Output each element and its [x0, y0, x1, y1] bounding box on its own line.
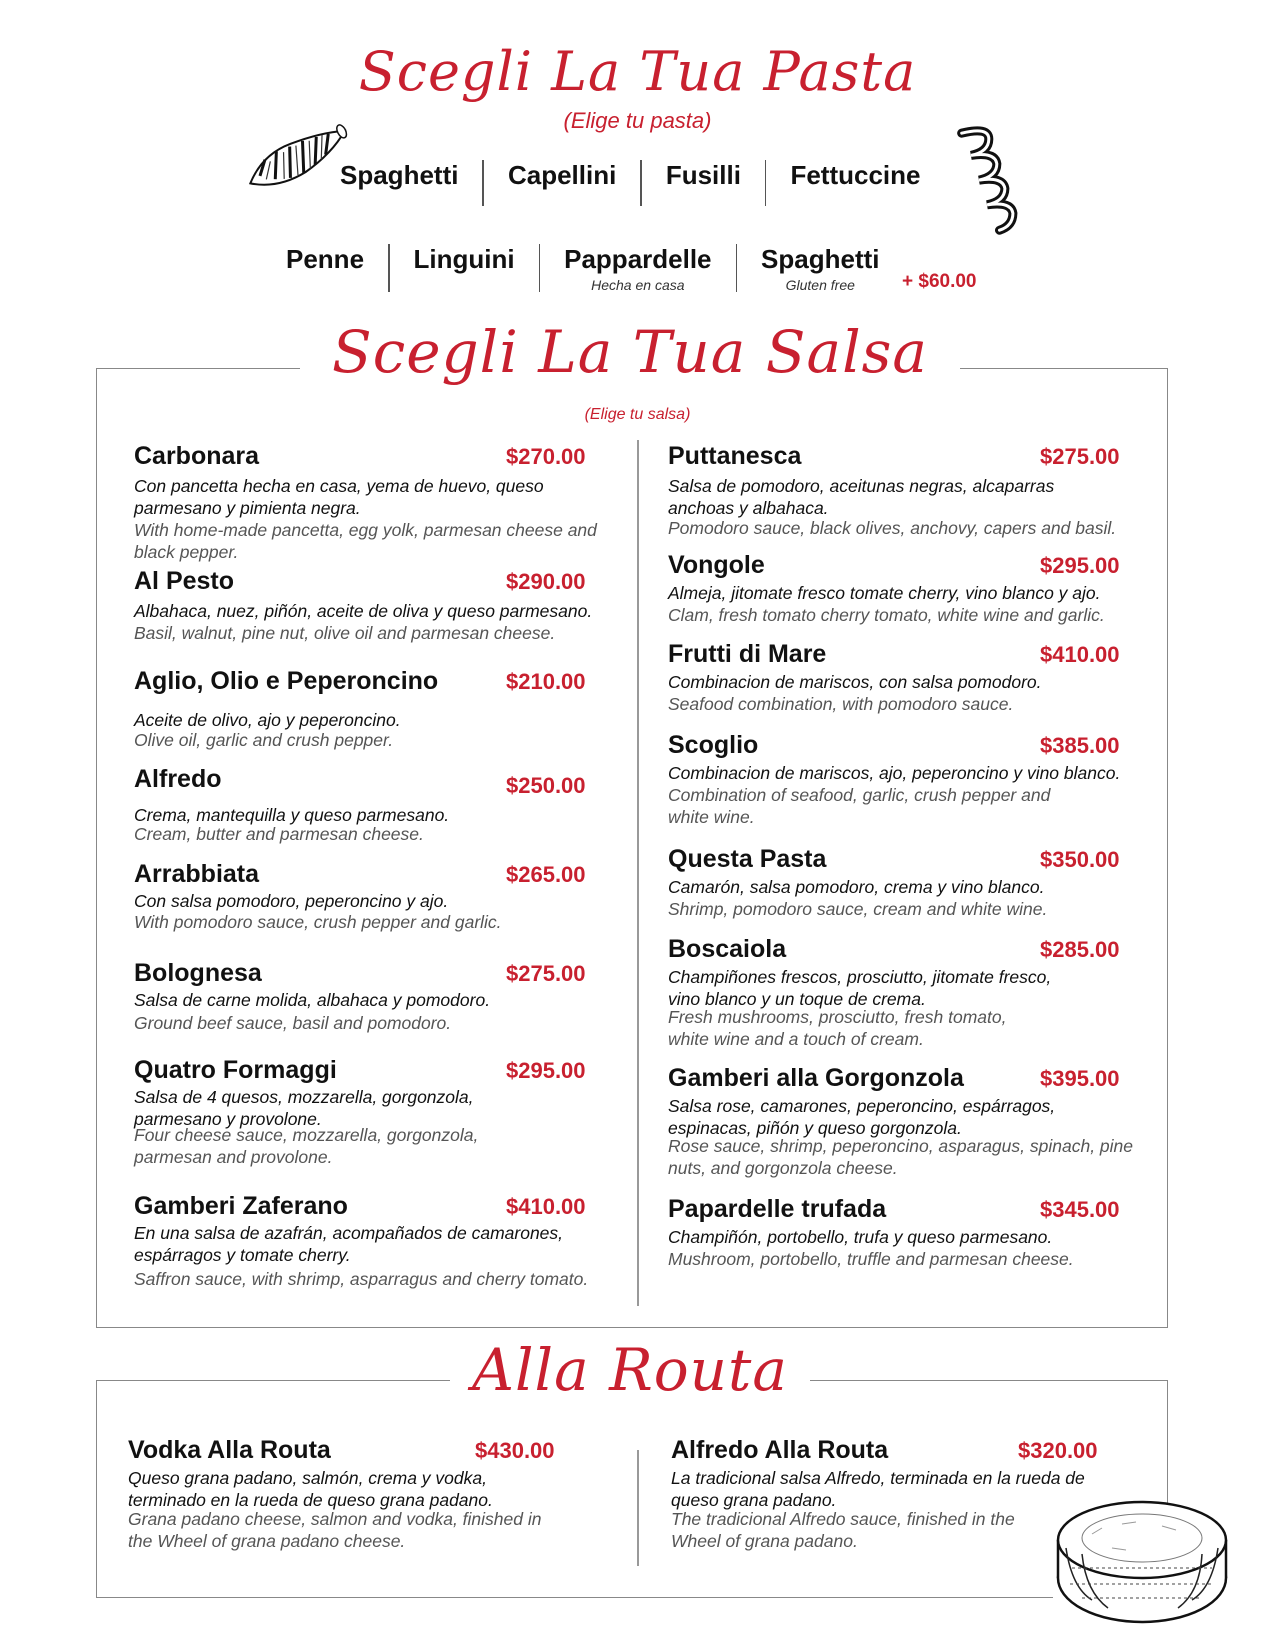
menu-item-desc-es: Con salsa pomodoro, peperoncino y ajo.	[134, 891, 449, 911]
menu-item-desc-es: Con pancetta hecha en casa, yema de huevo, queso parmesano y pimienta negra.	[134, 476, 544, 518]
pasta-option	[540, 244, 735, 293]
pasta-option-name: Linguini	[413, 244, 515, 274]
menu-item-name: Bolognesa	[134, 959, 262, 987]
menu-item-name: Carbonara	[134, 442, 260, 470]
menu-item-price: $250.00	[506, 773, 586, 798]
menu-item-desc-en: Saffron sauce, with shrimp, asparragus and cherry tomato.	[134, 1269, 589, 1289]
menu-item-name: Aglio, Olio e Peperoncino	[134, 667, 439, 695]
menu-item-desc-es: Champiñones frescos, prosciutto, jitomate fresco, vino blanco y un toque de crema.	[668, 967, 1052, 1009]
menu-item-name: Alfredo	[134, 765, 222, 793]
menu-item-desc-en: Four cheese sauce, mozzarella, gorgonzola, parmesan and provolone.	[134, 1125, 479, 1167]
menu-item-price: $430.00	[475, 1438, 555, 1463]
menu-item-name: Arrabbiata	[134, 860, 260, 888]
pasta-option: Spaghetti	[340, 160, 459, 190]
menu-item-desc-es: Salsa de carne molida, albahaca y pomodoro.	[134, 990, 491, 1010]
menu-item-price: $350.00	[1040, 847, 1120, 872]
menu-item-price: $320.00	[1018, 1438, 1098, 1463]
menu-item-desc-en: Grana padano cheese, salmon and vodka, finished in the Wheel of grana padano cheese.	[128, 1509, 542, 1551]
pasta-options-row-1	[316, 160, 944, 206]
menu-item-name: Gamberi alla Gorgonzola	[668, 1064, 964, 1092]
menu-item-price: $275.00	[506, 961, 586, 986]
pasta-option	[737, 244, 903, 293]
menu-item-desc-es: Champiñón, portobello, trufa y queso parmesano.	[668, 1227, 1053, 1247]
menu-item-price: $295.00	[506, 1058, 586, 1083]
menu-item-desc-en: With home-made pancetta, egg yolk, parmesan cheese and black pepper.	[134, 520, 597, 562]
pasta-option	[262, 244, 388, 275]
menu-item-desc-en: Mushroom, portobello, truffle and parmesan cheese.	[668, 1249, 1074, 1269]
menu-item-price: $385.00	[1040, 733, 1120, 758]
menu-item-name: Vongole	[668, 551, 765, 579]
cheese-wheel-icon	[1052, 1488, 1232, 1628]
menu-item-name: Vodka Alla Routa	[128, 1436, 331, 1464]
menu-item-name: Al Pesto	[134, 567, 235, 595]
menu-item-name: Scoglio	[668, 731, 759, 759]
pasta-option-note: Gluten free	[785, 277, 855, 293]
menu-item-price: $210.00	[506, 669, 586, 694]
column-divider	[637, 1450, 639, 1566]
menu-item-desc-en: Shrimp, pomodoro sauce, cream and white wine.	[668, 899, 1048, 919]
menu-item-price: $275.00	[1040, 444, 1120, 469]
menu-item-price: $410.00	[506, 1194, 586, 1219]
pasta-option: Fettuccine	[790, 160, 921, 190]
salsa-section-subtitle: (Elige tu salsa)	[584, 406, 691, 423]
gluten-free-surcharge: + $60.00	[902, 271, 977, 292]
pasta-options-row-2	[262, 244, 903, 292]
fusilli-pasta-icon	[957, 118, 1027, 238]
pasta-option: Capellini	[507, 160, 617, 190]
menu-item-desc-es: Albahaca, nuez, piñón, aceite de oliva y queso parmesano.	[134, 601, 593, 621]
menu-item-desc-en: With pomodoro sauce, crush pepper and garlic.	[134, 912, 502, 932]
menu-item-price: $295.00	[1040, 553, 1120, 578]
menu-item-price: $290.00	[506, 569, 586, 594]
pasta-option-note: Hecha en casa	[591, 277, 685, 293]
menu-item-desc-en: Seafood combination, with pomodoro sauce.	[668, 694, 1014, 714]
menu-item-price: $345.00	[1040, 1197, 1120, 1222]
menu-item-desc-es: Combinacion de mariscos, ajo, peperoncino y vino blanco.	[668, 763, 1121, 783]
menu-item-desc-en: Basil, walnut, pine nut, olive oil and parmesan cheese.	[134, 623, 556, 643]
menu-item-desc-es: Combinacion de mariscos, con salsa pomodoro.	[668, 672, 1042, 692]
pasta-option: Fusilli	[665, 160, 741, 190]
menu-item-price: $270.00	[506, 444, 586, 469]
menu-item-desc-es: En una salsa de azafrán, acompañados de camarones, espárragos y tomate cherry.	[134, 1223, 564, 1265]
menu-item-desc-es: Salsa de pomodoro, aceitunas negras, alcaparras anchoas y albahaca.	[668, 476, 1055, 518]
menu-item-desc-es: La tradicional salsa Alfredo, terminada en la rueda de queso grana padano.	[671, 1468, 1085, 1510]
menu-item-desc-en: The tradicional Alfredo sauce, finished in the Wheel of grana padano.	[671, 1509, 1015, 1551]
menu-item-name: Puttanesca	[668, 442, 802, 470]
menu-item-price: $395.00	[1040, 1066, 1120, 1091]
menu-item-name: Boscaiola	[668, 935, 787, 963]
menu-item-desc-es: Almeja, jitomate fresco tomate cherry, vino blanco y ajo.	[668, 583, 1101, 603]
menu-item-desc-en: Rose sauce, shrimp, peperoncino, asparagus, spinach, pine nuts, and gorgonzola cheese.	[668, 1136, 1133, 1178]
menu-item-desc-en: Clam, fresh tomato cherry tomato, white wine and garlic.	[668, 605, 1105, 625]
menu-item-desc-en: Fresh mushrooms, prosciutto, fresh tomato, white wine and a touch of cream.	[668, 1007, 1007, 1049]
menu-item-desc-es: Salsa de 4 quesos, mozzarella, gorgonzola, parmesano y provolone.	[134, 1087, 474, 1129]
routa-frame-bottom-border	[96, 1597, 1053, 1598]
menu-item-desc-es: Queso grana padano, salmón, crema y vodka, terminado en la rueda de queso grana padano.	[128, 1468, 493, 1510]
pasta-option-name: Pappardelle	[564, 244, 712, 274]
routa-section-title: Alla Routa	[450, 1336, 810, 1404]
menu-item-name: Questa Pasta	[668, 845, 827, 873]
menu-item-desc-es: Salsa rose, camarones, peperoncino, espárragos, espinacas, piñón y queso gorgonzola.	[668, 1096, 1056, 1138]
menu-item-desc-en: Pomodoro sauce, black olives, anchovy, capers and basil.	[668, 518, 1117, 538]
menu-item-desc-en: Cream, butter and parmesan cheese.	[134, 824, 424, 844]
menu-item-name: Gamberi Zaferano	[134, 1192, 348, 1220]
menu-item-desc-en: Combination of seafood, garlic, crush pepper and white wine.	[668, 785, 1051, 827]
column-divider	[637, 440, 639, 1306]
menu-item-name: Alfredo Alla Routa	[671, 1436, 889, 1464]
pasta-section-title: Scegli La Tua Pasta	[358, 40, 917, 103]
menu-item-desc-es: Aceite de olivo, ajo y peperoncino.	[134, 710, 401, 730]
menu-item-desc-es: Crema, mantequilla y queso parmesano.	[134, 805, 450, 825]
menu-item-price: $265.00	[506, 862, 586, 887]
pasta-option-name: Penne	[286, 244, 365, 274]
menu-item-price: $285.00	[1040, 937, 1120, 962]
pasta-option	[390, 244, 539, 275]
menu-item-desc-en: Ground beef sauce, basil and pomodoro.	[134, 1013, 452, 1033]
pasta-option-name: Spaghetti	[761, 244, 880, 274]
salsa-section-title: Scegli La Tua Salsa	[300, 318, 960, 386]
menu-item-name: Papardelle trufada	[668, 1195, 887, 1223]
menu-item-price: $410.00	[1040, 642, 1120, 667]
menu-item-name: Quatro Formaggi	[134, 1056, 337, 1084]
menu-item-desc-en: Olive oil, garlic and crush pepper.	[134, 730, 394, 750]
menu-item-desc-es: Camarón, salsa pomodoro, crema y vino blanco.	[668, 877, 1045, 897]
menu-item-name: Frutti di Mare	[668, 640, 827, 668]
pasta-section-subtitle: (Elige tu pasta)	[563, 108, 712, 133]
